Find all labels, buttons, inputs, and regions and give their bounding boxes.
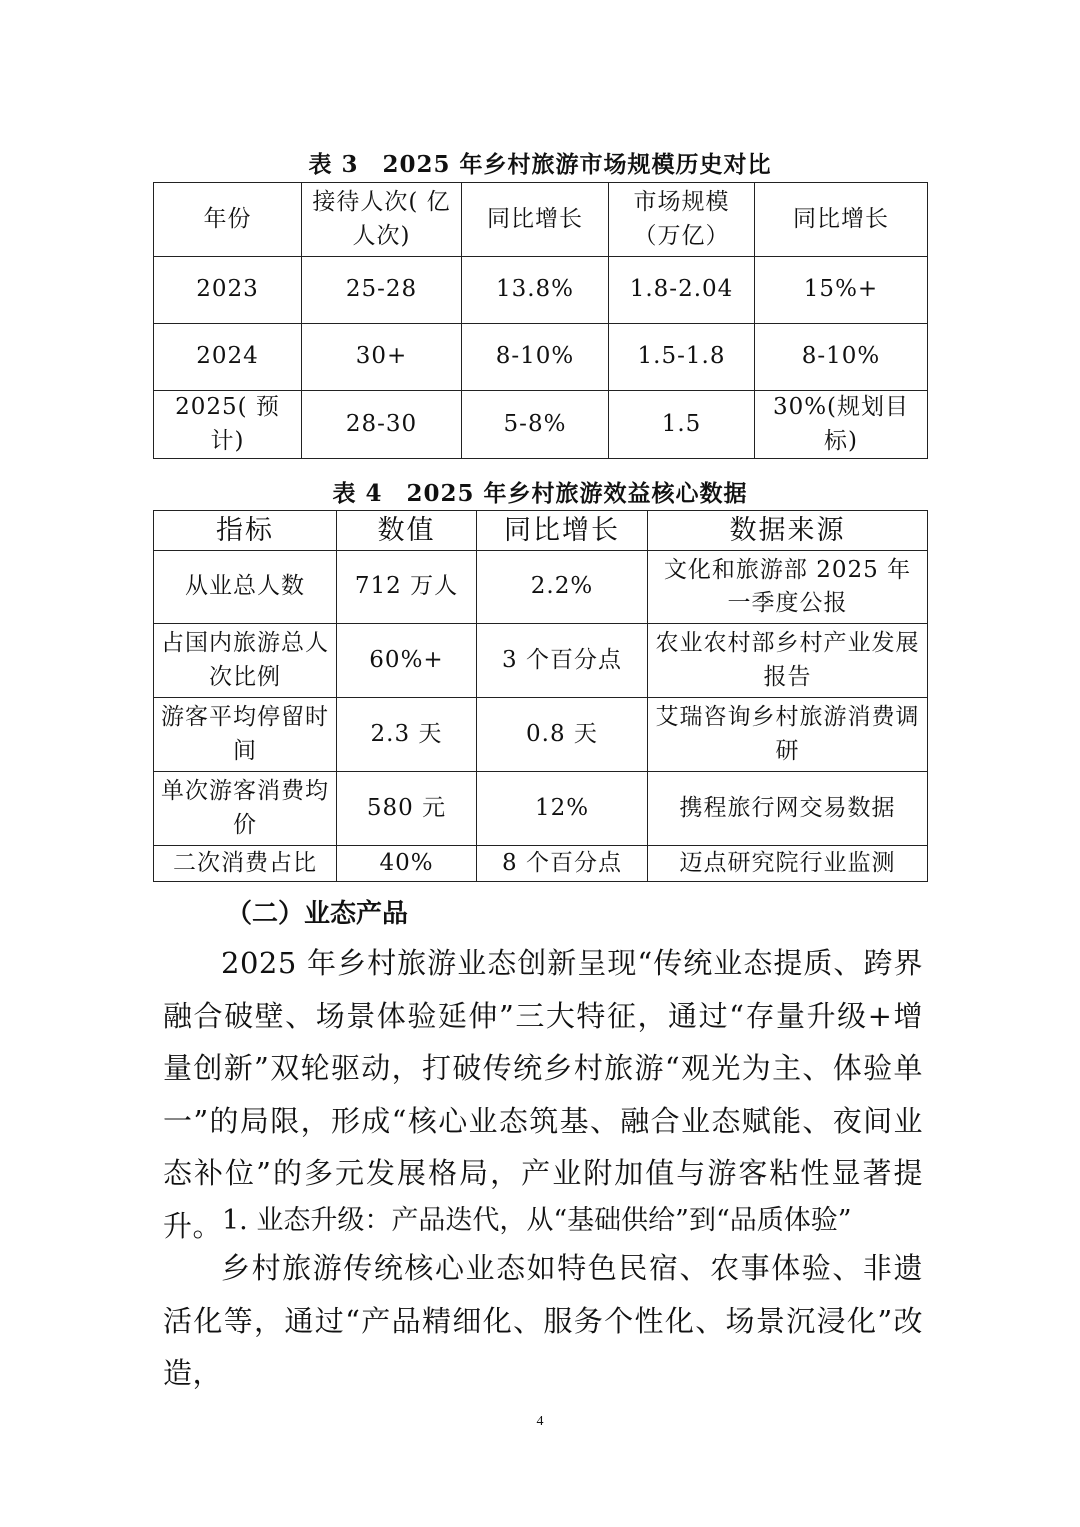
table-cell: 艾瑞咨询乡村旅游消费调研 — [648, 698, 928, 772]
table-cell: 2025( 预计) — [154, 391, 302, 459]
table-row — [154, 324, 928, 391]
table-cell: 2024 — [154, 324, 302, 391]
subsection-heading: 1. 业态升级：产品迭代，从“基础供给”到“品质体验” — [222, 1205, 852, 1236]
table-cell: 8 个百分点 — [477, 846, 648, 882]
table-cell: 12% — [477, 772, 648, 846]
benefit-data-table — [153, 510, 928, 882]
table-cell: 迈点研究院行业监测 — [648, 846, 928, 882]
table3-caption: 表 3 2025 年乡村旅游市场规模历史对比 — [308, 151, 772, 178]
table-row — [154, 391, 928, 459]
table-cell: 1.8-2.04 — [609, 257, 755, 324]
table-cell: 1.5 — [609, 391, 755, 459]
table-cell: 60%+ — [337, 624, 477, 698]
table-cell: 文化和旅游部 2025 年一季度公报 — [648, 551, 928, 624]
body-paragraph: 2025 年乡村旅游业态创新呈现“传统业态提质、跨界融合破壁、场景体验延伸”三大特征，通过“存量升级+增量创新”双轮驱动，打破传统乡村旅游“观光为主、体验单一”的局限，形成“核心业态筑基、融合业态赋能、夜间业态补位”的多元发展格局，产业附加值与游客粘性显著提升。 — [163, 946, 923, 1243]
table-cell: 携程旅行网交易数据 — [648, 772, 928, 846]
table-cell: 占国内旅游总人次比例 — [154, 624, 337, 698]
table-cell: 2023 — [154, 257, 302, 324]
header-cell: 接待人次( 亿人次) — [302, 183, 462, 257]
market-scale-table — [153, 182, 928, 459]
table-row — [154, 772, 928, 846]
table-cell: 712 万人 — [337, 551, 477, 624]
header-cell: 指标 — [154, 511, 337, 551]
table-cell: 单次游客消费均价 — [154, 772, 337, 846]
table-cell: 28-30 — [302, 391, 462, 459]
table-row — [154, 257, 928, 324]
table-cell: 8-10% — [755, 324, 928, 391]
table-row — [154, 624, 928, 698]
table-cell: 农业农村部乡村产业发展报告 — [648, 624, 928, 698]
table-cell: 游客平均停留时间 — [154, 698, 337, 772]
table-cell: 580 元 — [337, 772, 477, 846]
header-cell: 数据来源 — [648, 511, 928, 551]
table-cell: 8-10% — [462, 324, 609, 391]
table-row — [154, 846, 928, 882]
table-header-row — [154, 183, 928, 257]
table-cell: 13.8% — [462, 257, 609, 324]
table-cell: 30+ — [302, 324, 462, 391]
table-cell: 15%+ — [755, 257, 928, 324]
header-cell: 数值 — [337, 511, 477, 551]
table-header-row — [154, 511, 928, 551]
table-cell: 3 个百分点 — [477, 624, 648, 698]
table-row — [154, 551, 928, 624]
header-cell: 同比增长 — [477, 511, 648, 551]
table-cell: 40% — [337, 846, 477, 882]
table4-caption: 表 4 2025 年乡村旅游效益核心数据 — [332, 480, 748, 507]
table-cell: 2.2% — [477, 551, 648, 624]
table-cell: 25-28 — [302, 257, 462, 324]
table-cell: 0.8 天 — [477, 698, 648, 772]
table-row — [154, 698, 928, 772]
header-cell: 同比增长 — [755, 183, 928, 257]
header-cell: 市场规模（万亿） — [609, 183, 755, 257]
page-number: 4 — [536, 1414, 544, 1429]
table-cell: 1.5-1.8 — [609, 324, 755, 391]
table-cell: 30%(规划目标) — [755, 391, 928, 459]
table-cell: 2.3 天 — [337, 698, 477, 772]
table-cell: 5-8% — [462, 391, 609, 459]
header-cell: 同比增长 — [462, 183, 609, 257]
table-cell: 从业总人数 — [154, 551, 337, 624]
table-cell: 二次消费占比 — [154, 846, 337, 882]
section-heading: （二）业态产品 — [226, 899, 409, 929]
body-paragraph: 乡村旅游传统核心业态如特色民宿、农事体验、非遗活化等，通过“产品精细化、服务个性化、场景沉浸化”改造， — [163, 1251, 923, 1390]
header-cell: 年份 — [154, 183, 302, 257]
